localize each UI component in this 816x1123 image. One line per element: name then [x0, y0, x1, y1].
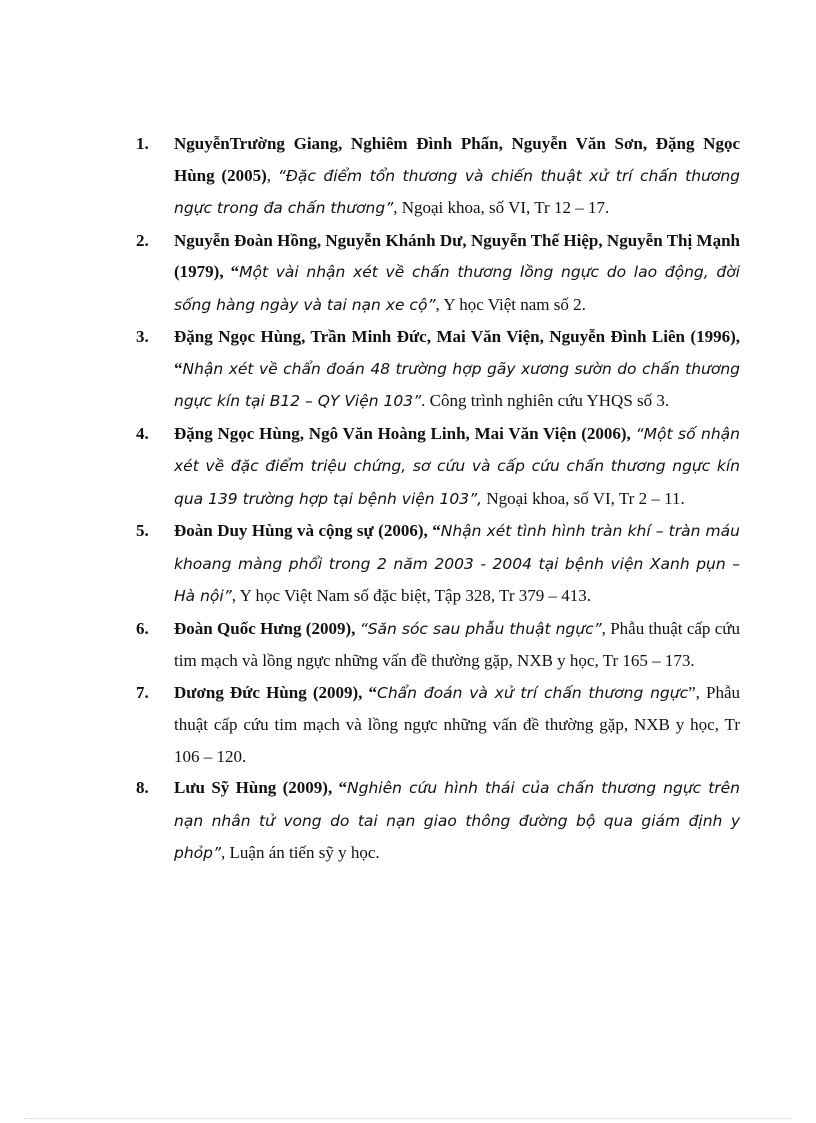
reference-authors: NguyễnTrường Giang, Nghiêm Đình Phấn, Nguyễn Văn Sơn, Đặng Ngọc Hùng (2005) — [174, 134, 740, 185]
reference-text — [174, 772, 740, 870]
reference-separator: , — [266, 165, 278, 185]
reference-text — [174, 321, 740, 418]
reference-title: Nhận xét tình hình tràn khí – tràn máu khoang màng phổi trong 2 năm 2003 - 2004 tại bệnh viện Xanh pụn – Hà nội” — [174, 522, 740, 605]
reference-source: . Công trình nghiên cứu YHQS số 3. — [421, 391, 670, 410]
reference-title: Một vài nhận xét về chấn thương lồng ngực do lao động, đời sống hàng ngày và tai nạn xe cộ” — [174, 263, 740, 314]
reference-source: , Y học Việt nam số 2. — [435, 294, 586, 314]
reference-text — [174, 225, 740, 322]
reference-number: 5. — [136, 521, 149, 540]
reference-source: , Luận án tiến sỹ y học. — [221, 843, 380, 862]
reference-item — [136, 772, 740, 870]
reference-number: 6. — [136, 618, 149, 638]
reference-source: ”, Phẫu thuật cấp cứu tim mạch và lồng ngực những vấn đề thường gặp, NXB y học, Tr 106 – 120. — [174, 682, 741, 766]
reference-title: Nghiên cứu hình thái của chấn thương ngực trên nạn nhân tử vong do tai nạn giao thông đường bộ qua giám định y phỏp” — [174, 779, 741, 862]
reference-title: Nhận xét về chẩn đoán 48 trường hợp gãy xương sườn do chấn thương ngực kín tại B12 – QY Viện 103” — [174, 359, 740, 410]
reference-source: Ngoại khoa, số VI, Tr 2 – 11. — [482, 488, 685, 508]
reference-number: 4. — [136, 423, 149, 443]
reference-source: , Y học Việt Nam số đặc biệt, Tập 328, Tr 379 – 413. — [231, 586, 591, 605]
reference-title: “Một số nhận xét về đặc điểm triệu chứng, sơ cứu và cấp cứu chấn thương ngực kín qua 139 trường hợp tại bệnh viện 103”, — [174, 424, 740, 508]
reference-authors: Dương Đức Hùng (2009), “ — [174, 682, 378, 702]
reference-authors: Đoàn Duy Hùng và cộng sự (2006), “ — [174, 521, 441, 540]
reference-list — [136, 128, 740, 870]
reference-text — [174, 613, 740, 677]
reference-number: 2. — [136, 230, 149, 250]
reference-title: “Săn sóc sau phẫu thuật ngực” — [359, 619, 602, 638]
reference-source: , Ngoại khoa, số VI, Tr 12 – 17. — [393, 198, 610, 217]
reference-item — [136, 225, 740, 322]
reference-text — [174, 128, 740, 225]
reference-item — [136, 677, 740, 773]
reference-number: 7. — [136, 682, 149, 702]
page-bottom-divider — [24, 1118, 792, 1119]
reference-number: 3. — [136, 327, 149, 346]
reference-item — [136, 321, 740, 418]
reference-text — [174, 418, 740, 516]
reference-item — [136, 418, 740, 516]
reference-item — [136, 613, 740, 677]
reference-authors: Đặng Ngọc Hùng, Trần Minh Đức, Mai Văn Viện, Nguyễn Đình Liên (1996), “ — [174, 327, 740, 378]
reference-title: “Đặc điểm tổn thương và chiến thuật xử trí chấn thương ngực trong đa chấn thương” — [174, 166, 740, 217]
reference-text — [174, 515, 740, 613]
reference-number: 1. — [136, 134, 149, 153]
reference-authors: Đặng Ngọc Hùng, Ngô Văn Hoàng Linh, Mai Văn Viện (2006), — [174, 423, 631, 443]
reference-title: Chẩn đoán và xử trí chấn thương ngực — [377, 683, 689, 702]
reference-authors: Lưu Sỹ Hùng (2009), “ — [174, 778, 348, 797]
reference-item — [136, 128, 740, 225]
reference-item — [136, 515, 740, 613]
reference-number: 8. — [136, 778, 149, 797]
reference-source: , Phẫu thuật cấp cứu tim mạch và lồng ngực những vấn đề thường gặp, NXB y học, Tr 165 – 173. — [174, 618, 741, 670]
reference-text — [174, 677, 740, 773]
reference-authors: Nguyễn Đoàn Hồng, Nguyễn Khánh Dư, Nguyễn Thế Hiệp, Nguyễn Thị Mạnh (1979), “ — [174, 230, 740, 281]
reference-authors: Đoàn Quốc Hưng (2009), — [174, 618, 356, 638]
